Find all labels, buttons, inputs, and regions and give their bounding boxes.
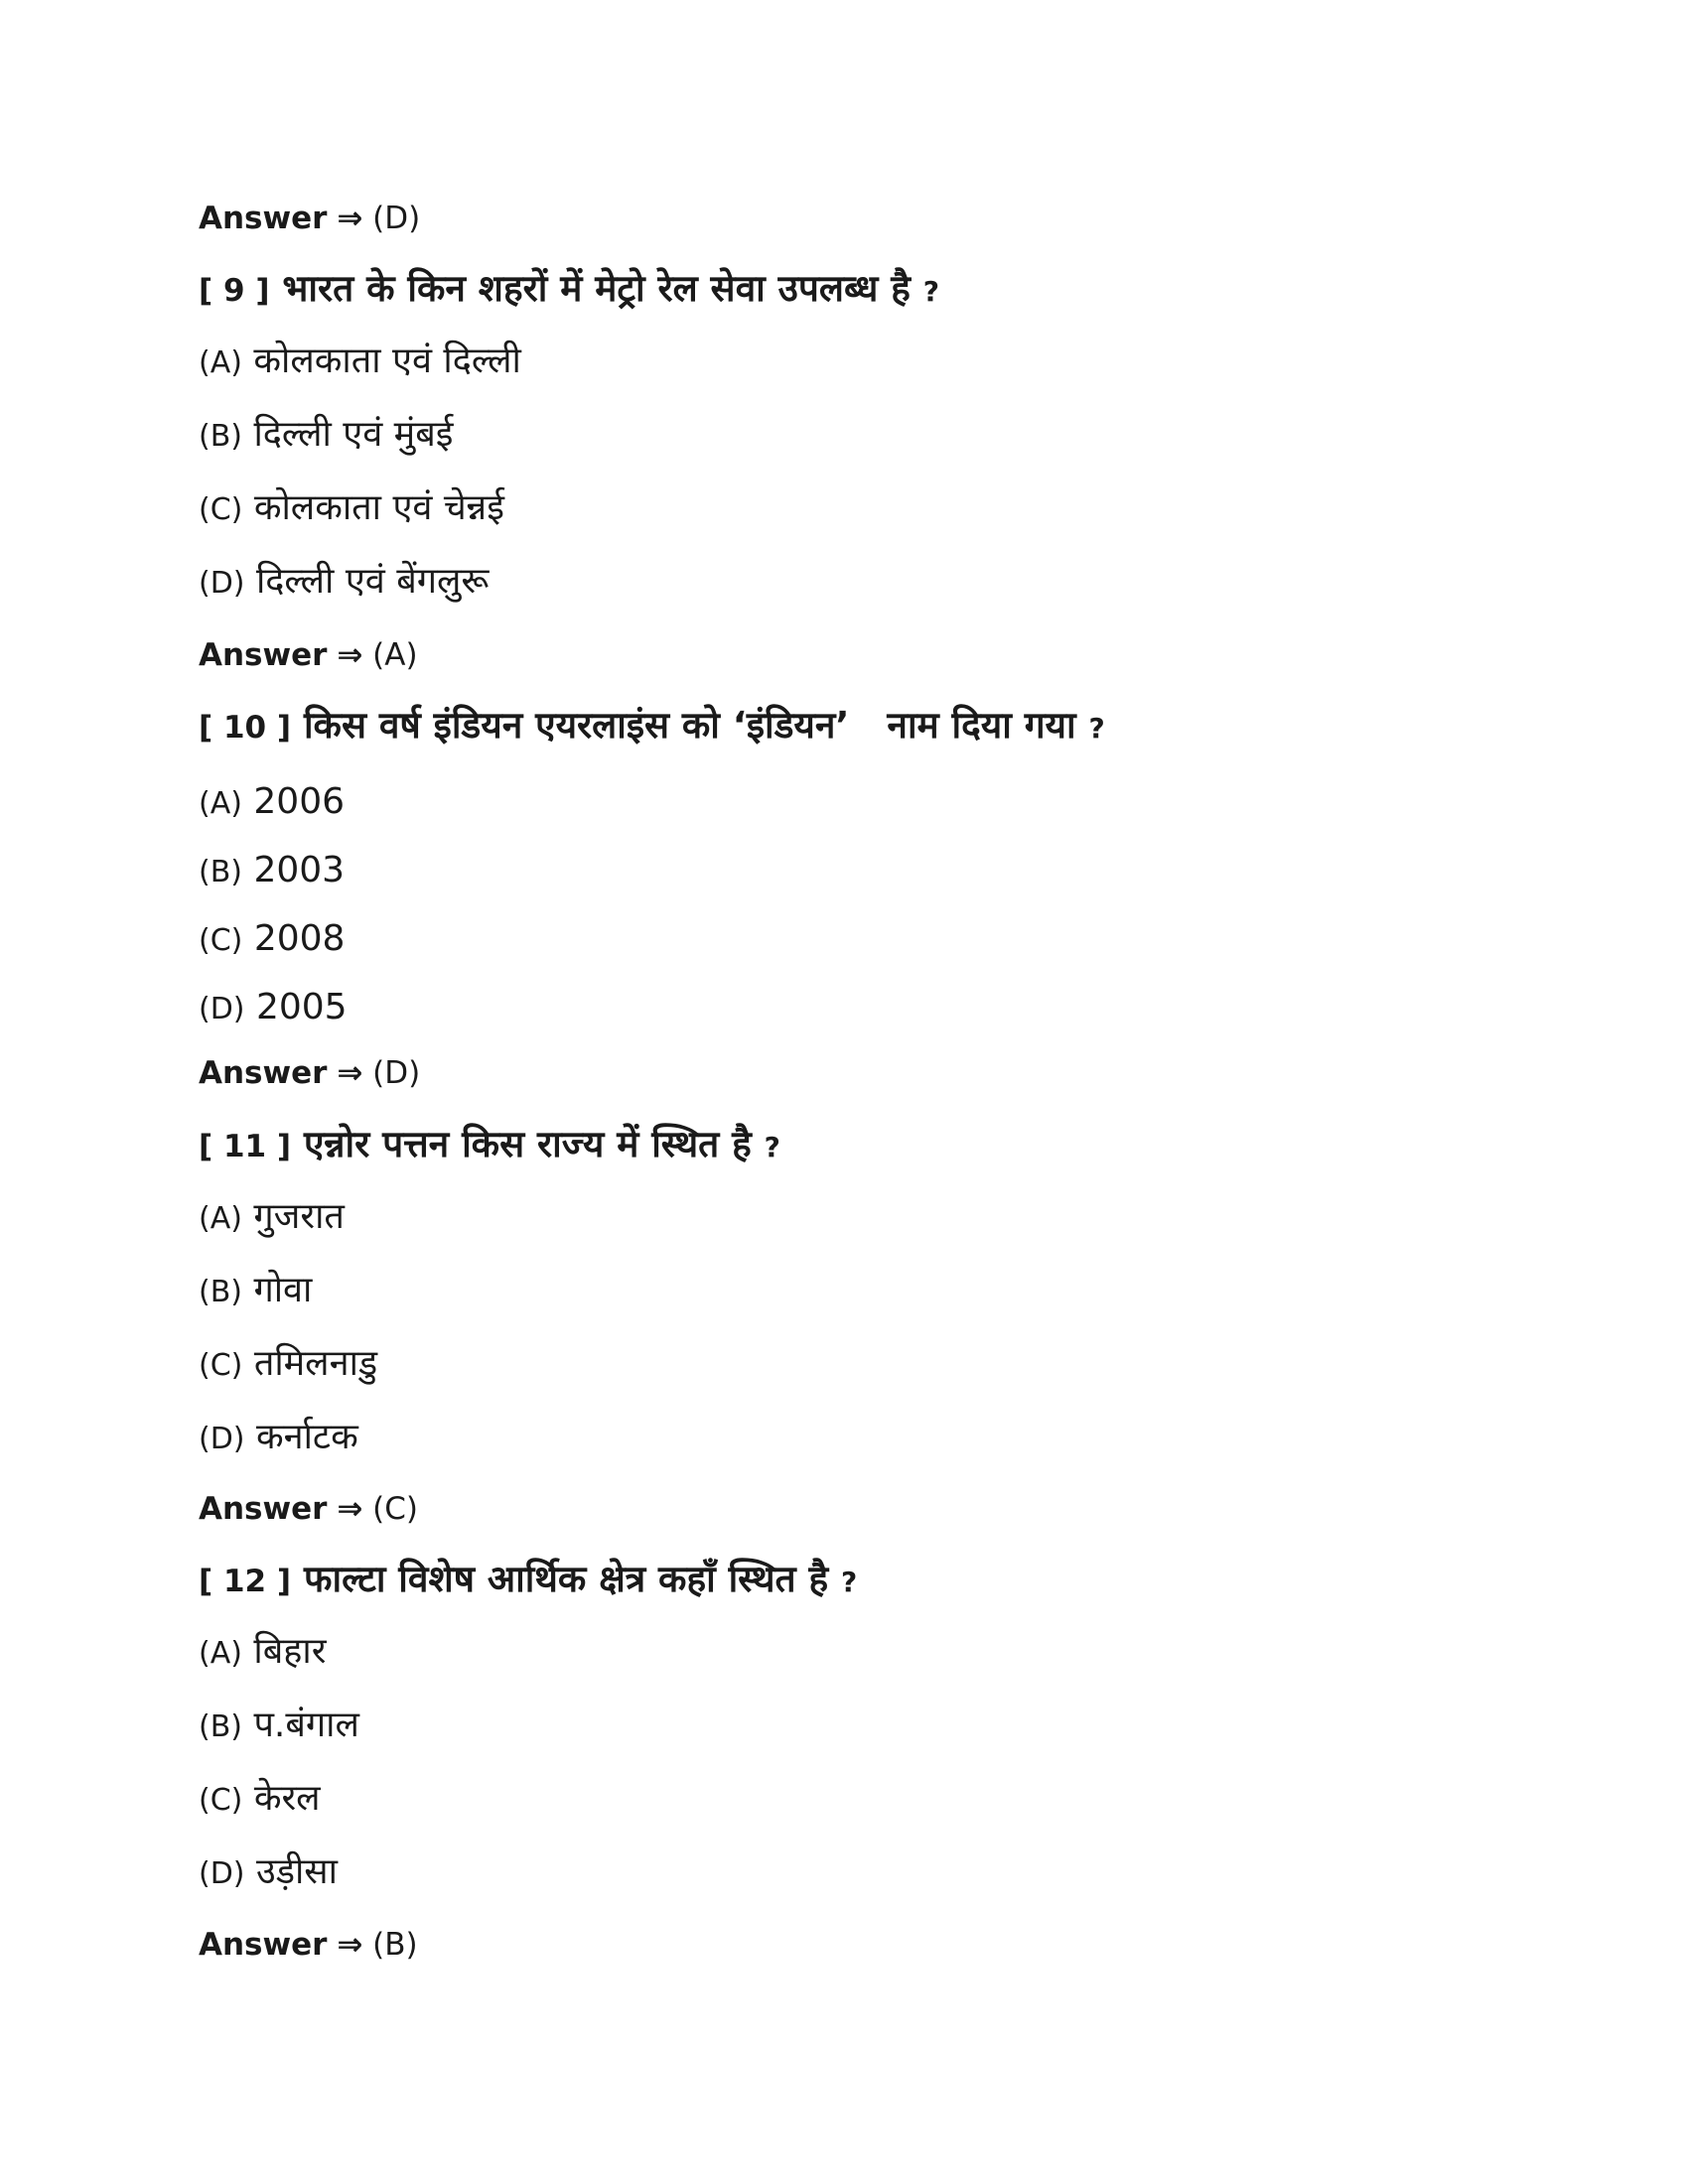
option-item [199,1417,358,1457]
answer-line [199,1055,421,1091]
option-key: (C) [199,1783,243,1818]
option-text: 2003 [253,850,346,890]
option-item [199,1343,378,1384]
option-text: तमिलनाडु [253,1343,378,1384]
option-item [199,414,454,455]
answer-line [199,1927,418,1963]
option-text: 2008 [253,918,346,959]
option-text: कर्नाटक [255,1417,358,1457]
arrow-icon: ⇒ [337,201,363,236]
arrow-icon: ⇒ [337,637,363,673]
question-number: [ 10 ] [199,710,292,746]
option-item [199,987,348,1027]
question-heading [199,1558,858,1600]
answer-value: (D) [372,201,421,236]
answer-value: (C) [372,1491,419,1527]
question-text: फाल्टा विशेष आर्थिक क्षेत्र कहाँ स्थित है [303,1558,829,1600]
option-text: कोलकाता एवं चेन्नई [253,487,504,528]
option-text: दिल्ली एवं मुंबई [253,414,454,455]
question-text-continued: नाम दिया गया [887,704,1076,747]
answer-label: Answer [199,1491,328,1527]
option-text: उड़ीसा [255,1851,338,1892]
answer-label: Answer [199,637,328,673]
option-item [199,1851,338,1892]
answer-value: (D) [372,1055,421,1091]
question-number: [ 11 ] [199,1129,292,1164]
option-key: (A) [199,786,242,821]
option-item [199,1631,327,1672]
answer-line [199,1491,419,1527]
question-heading [199,267,940,310]
option-key: (B) [199,419,242,454]
answer-value: (A) [372,637,418,673]
option-item [199,1196,345,1237]
option-text: दिल्ली एवं बेंगलुरू [255,561,490,602]
option-item [199,487,504,528]
option-text: 2006 [253,781,346,822]
option-item [199,1270,313,1310]
option-item [199,850,346,890]
question-mark: ? [1088,712,1105,745]
question-text: भारत के किन शहरों में मेट्रो रेल सेवा उपलब्ध है [282,267,911,310]
option-text: केरल [253,1778,321,1819]
arrow-icon: ⇒ [337,1491,363,1527]
option-text: कोलकाता एवं दिल्ली [253,341,521,381]
option-item [199,343,521,379]
option-key: (D) [199,566,245,601]
option-key: (A) [199,1636,242,1671]
answer-line [199,637,418,673]
question-heading [199,1123,780,1165]
question-text: एन्नोर पत्तन किस राज्य में स्थित है [303,1123,752,1165]
option-item [199,918,346,959]
option-text: प.बंगाल [253,1705,359,1745]
option-key: (B) [199,855,242,889]
option-text: गोवा [253,1270,313,1310]
answer-label: Answer [199,1055,328,1091]
option-key: (D) [199,1422,245,1456]
option-text: बिहार [253,1631,327,1672]
option-text: गुजरात [253,1196,345,1237]
option-item [199,781,346,822]
option-key: (D) [199,992,245,1026]
option-key: (C) [199,492,243,527]
answer-value: (B) [372,1927,418,1963]
arrow-icon: ⇒ [337,1927,363,1963]
option-key: (A) [199,1201,242,1236]
option-key: (D) [199,1856,245,1891]
option-key: (B) [199,1275,242,1309]
option-item [199,1707,359,1743]
answer-line [199,201,421,236]
answer-label: Answer [199,1927,328,1963]
question-heading [199,704,1105,747]
question-mark: ? [764,1131,780,1163]
question-mark: ? [922,275,940,308]
option-key: (B) [199,1709,242,1744]
question-number: [ 9 ] [199,273,270,309]
option-key: (A) [199,345,242,380]
question-number: [ 12 ] [199,1564,292,1599]
arrow-icon: ⇒ [337,1055,363,1091]
question-mark: ? [840,1566,858,1598]
question-text: किस वर्ष इंडियन एयरलाइंस को ‘इंडियन’ [303,704,850,747]
option-text: 2005 [255,987,348,1027]
option-key: (C) [199,923,243,958]
option-item [199,1778,321,1819]
option-key: (C) [199,1348,243,1383]
option-item [199,561,490,602]
answer-label: Answer [199,201,328,236]
